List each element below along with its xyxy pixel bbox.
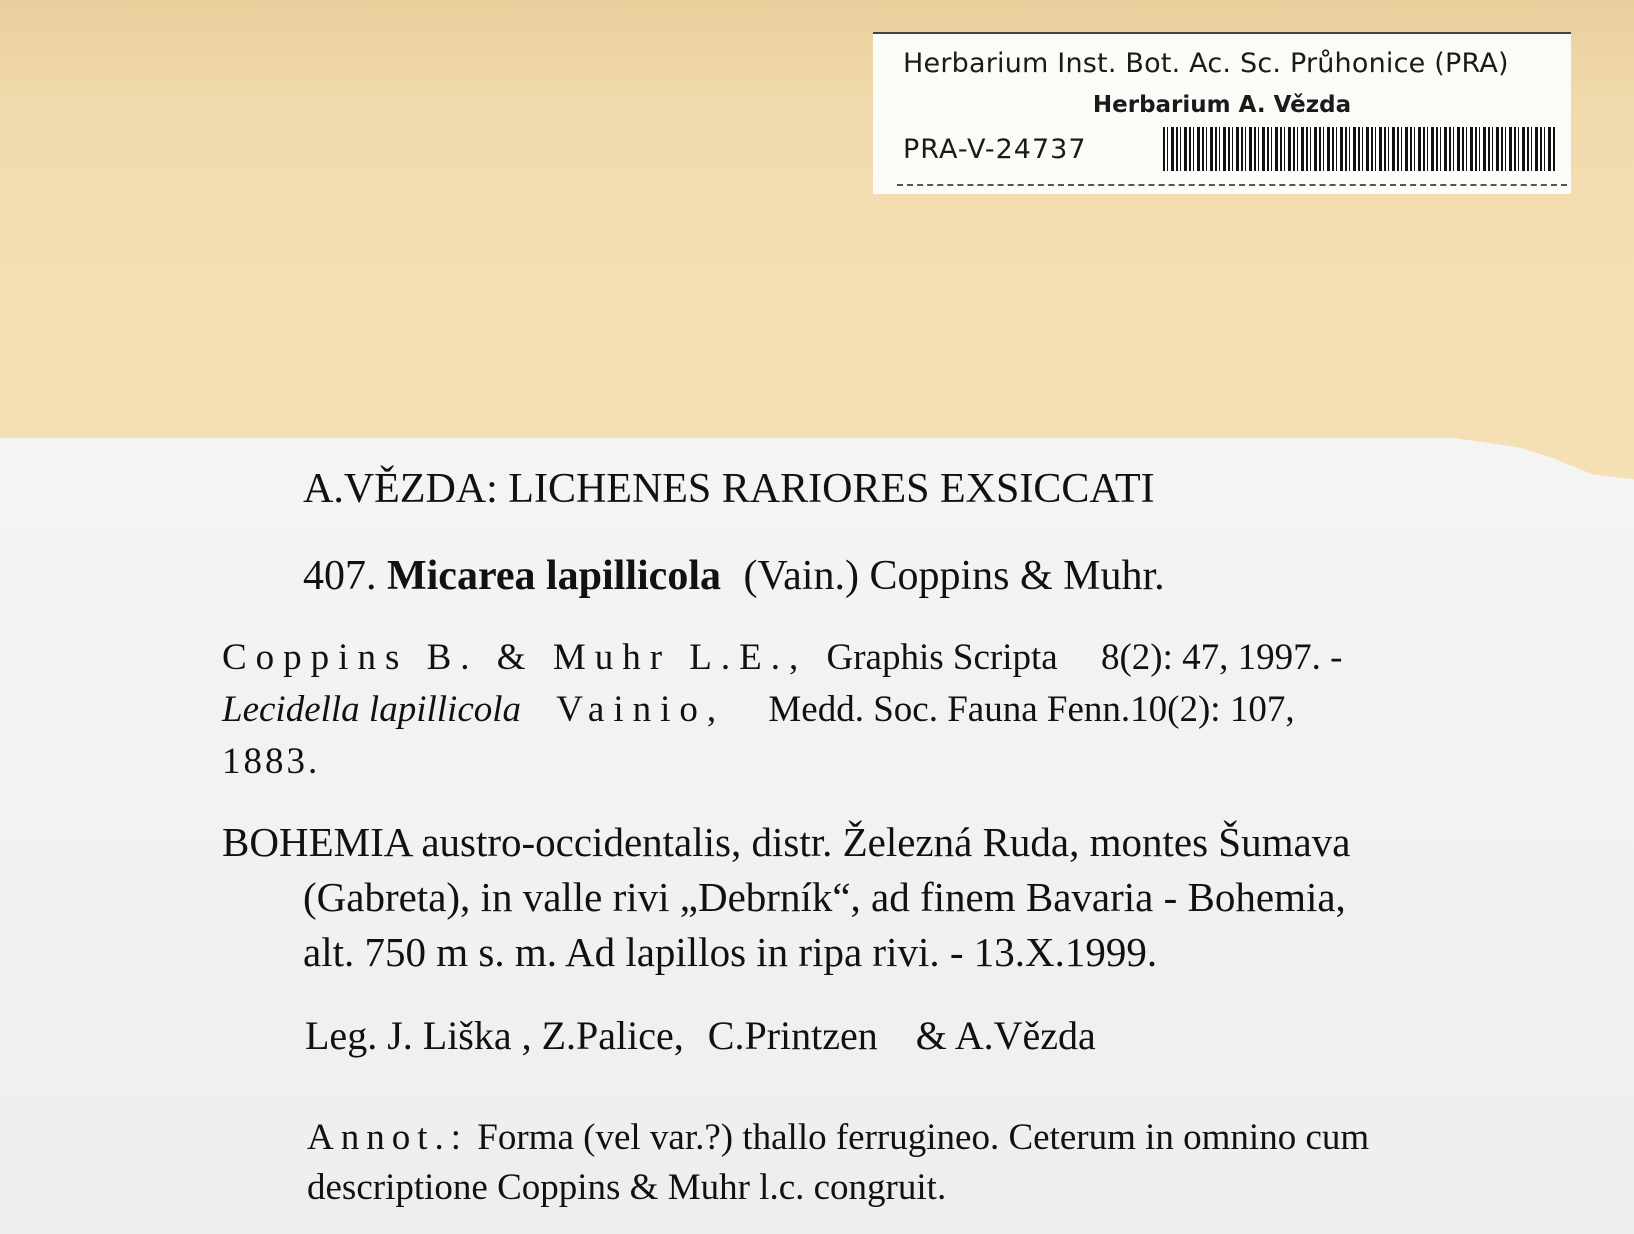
reference-line-2: [222, 688, 1295, 731]
basionym-name: Lecidella lapillicola: [222, 689, 522, 730]
reference-citation: 8(2): 47, 1997. -: [1100, 637, 1343, 678]
annotation-prefix: Annot.:: [307, 1117, 469, 1158]
annotation-line-1: [307, 1116, 1369, 1159]
collector-2: Z.Palice,: [541, 1013, 684, 1058]
specimen-id: PRA-V-24737: [903, 134, 1087, 165]
collector-3: C.Printzen: [707, 1013, 878, 1058]
species-heading: [303, 552, 1165, 600]
basionym-citation: Medd. Soc. Fauna Fenn.10(2): 107,: [768, 689, 1295, 730]
collection-name: Herbarium A. Vězda: [1092, 92, 1352, 118]
species-authority: (Vain.) Coppins & Muhr.: [743, 553, 1165, 599]
basionym-year: 1883.: [222, 741, 321, 782]
dashed-cut-line: [897, 184, 1567, 186]
annotation-text-1: Forma (vel var.?) thallo ferrugineo. Ceterum in omnino cum: [477, 1117, 1370, 1158]
institution-name: Herbarium Inst. Bot. Ac. Sc. Průhonice (PRA): [903, 48, 1509, 79]
locality-line-3: alt. 750 m s. m. Ad lapillos in ripa rivi. - 13.X.1999.: [303, 929, 1158, 975]
basionym-author: Vainio,: [556, 689, 726, 730]
locality-line-1: BOHEMIA austro-occidentalis, distr. Železná Ruda, montes Šumava: [222, 819, 1351, 865]
herbarium-barcode-label: [873, 32, 1571, 194]
annotation-line-2: descriptione Coppins & Muhr l.c. congruit.: [307, 1167, 947, 1208]
series-title: A.VĚZDA: LICHENES RARIORES EXSICCATI: [303, 466, 1155, 512]
reference-authors: Coppins B. & Muhr L.E.,: [222, 637, 808, 678]
exsiccata-number: 407.: [303, 553, 377, 599]
barcode-icon: [1163, 127, 1555, 171]
reference-line-3: [222, 740, 320, 783]
locality-line-2: (Gabreta), in valle rivi „Debrník“, ad finem Bavaria - Bohemia,: [303, 874, 1346, 920]
collector-1: Leg. J. Liška ,: [305, 1013, 532, 1058]
reference-journal: Graphis Scripta: [826, 637, 1058, 678]
collectors-line: [305, 1012, 1096, 1059]
collector-4: & A.Vězda: [915, 1013, 1096, 1058]
reference-line-1: [222, 636, 1342, 679]
species-name: Micarea lapillicola: [387, 553, 721, 599]
